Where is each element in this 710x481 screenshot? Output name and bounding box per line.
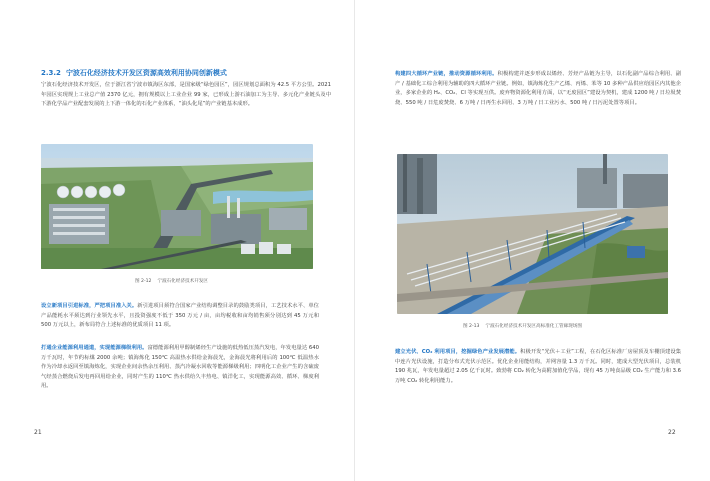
paragraph-body: 富德能源利用甲醇制烯烃生产设施的低热低压蒸汽发电，年发电量达 640 万千瓦时，年节约标煤 2000 余吨；镇海炼化 150℃ 高温热水供给金海晨光，金海晨光将利用后的 100℃ 低温热水作为冷却水返回至镇海炼化，实现企业间余热余压利用、蒸汽冷凝水回收等能源梯级利用；四明化工企业产生的含硫废气经蒸合燃烧后发电再回用给企业，同时产生的 110℃ 热水供给久丰热电、镇洋化工，实现能源高效、循环、梯度利用。: [41, 345, 319, 390]
green-energy-paragraph: [395, 348, 681, 386]
paragraph-lead: 打通企业能源利用通道，实现能源梯级利用。: [41, 345, 148, 351]
figure-number: 图 2-13: [463, 324, 480, 329]
pipe-rack-site-photo: [397, 154, 668, 314]
section-number: 2.3.2: [41, 69, 61, 77]
paragraph-lead: 建立光伏、CO₂ 利用项目，挖掘绿色产业发展潜能。: [395, 349, 521, 355]
figure-number: 图 2-12: [135, 279, 152, 284]
industrial-park-aerial-photo: [41, 144, 313, 269]
paragraph-lead: 设立新项目引进标准，严把项目准入关。: [41, 303, 138, 309]
figure-caption-text: 宁波石化经济技术开发区高标准化工管廊现场图: [485, 324, 582, 329]
figure-caption-2-12: [135, 278, 208, 284]
page-number-right: 22: [668, 429, 676, 436]
section-heading: [41, 68, 331, 78]
project-standards-paragraph: [41, 302, 319, 331]
figure-caption-2-13: [463, 323, 582, 329]
paragraph-body: 积极开发“光伏＋工业”工程，在石化区标准厂房屋顶及车棚顶建设集中连片光伏设施，打造分布式光伏示范区。优化企业用能结构，并网容量 1.3 万千瓦。同时，建成大型光伏项目，总装机 190 兆瓦，年发电量超过 2.05 亿千瓦时。致勃将 CO₂ 转化为高附加值化学品，现有 45 万吨食品级 CO₂ 生产能力和 3.6 万吨 CO₂ 转化利用能力。: [395, 349, 681, 384]
circular-industry-paragraph: [395, 70, 681, 108]
paragraph-body: 新引进项目须符合国家产业结构调整目录的鼓励类项目，工艺技术水平、单位产品能耗水平须达到行业领先水平，且投资强度不低于 350 万元 / 亩，亩均税收和亩均销售须分别达到 45 万元和 500 万元以上，新布局符合上述标准的优质项目 11 项。: [41, 303, 319, 329]
page-number-left: 21: [34, 429, 42, 436]
paragraph-lead: 构建四大循环产业链，推动资源循环利用。: [395, 71, 498, 77]
energy-cascade-paragraph: [41, 344, 319, 392]
intro-paragraph: 宁波石化经济技术开发区，位于浙江省宁波市镇海区东部，是国家级“绿色园区”，园区规划总面积为 42.5 平方公里。2021 年园区实现规上工业总产值 2370 亿元，拥有规模以上工业企业 99 家，已形成上游石油加工为主导、多元化产业链头及中下游化学品产业配套发展的上下游一体化的石化产业体系，“油头化尾”的产业链基本成形。: [41, 82, 331, 108]
right-page: [355, 0, 710, 481]
paragraph-body: 积极构建并逐步形成以烯烃、芳烃产品链为主导，以石化副产品综合利用、副产 / 基础化工综合利用为辅助的四大循环产业链。例如，镇海炼化生产乙烯、丙烯、苯等 10 多种产品供应给园区内其他企业，多家企业的 H₂、CO₂、Cl 等实现互供。废弃物资源化利用方面，以“无废园区”建设为契机，建成 1200 吨 / 日垃圾焚烧、550 吨 / 日危废焚烧、6 万吨 / 日再生水回用、3 万吨 / 日工业污水、500 吨 / 日污泥处置等项目。: [395, 71, 681, 106]
figure-caption-text: 宁波石化经济技术开发区: [157, 279, 209, 284]
section-title: 宁波石化经济技术开发区资源高效利用协同创新模式: [65, 69, 227, 77]
